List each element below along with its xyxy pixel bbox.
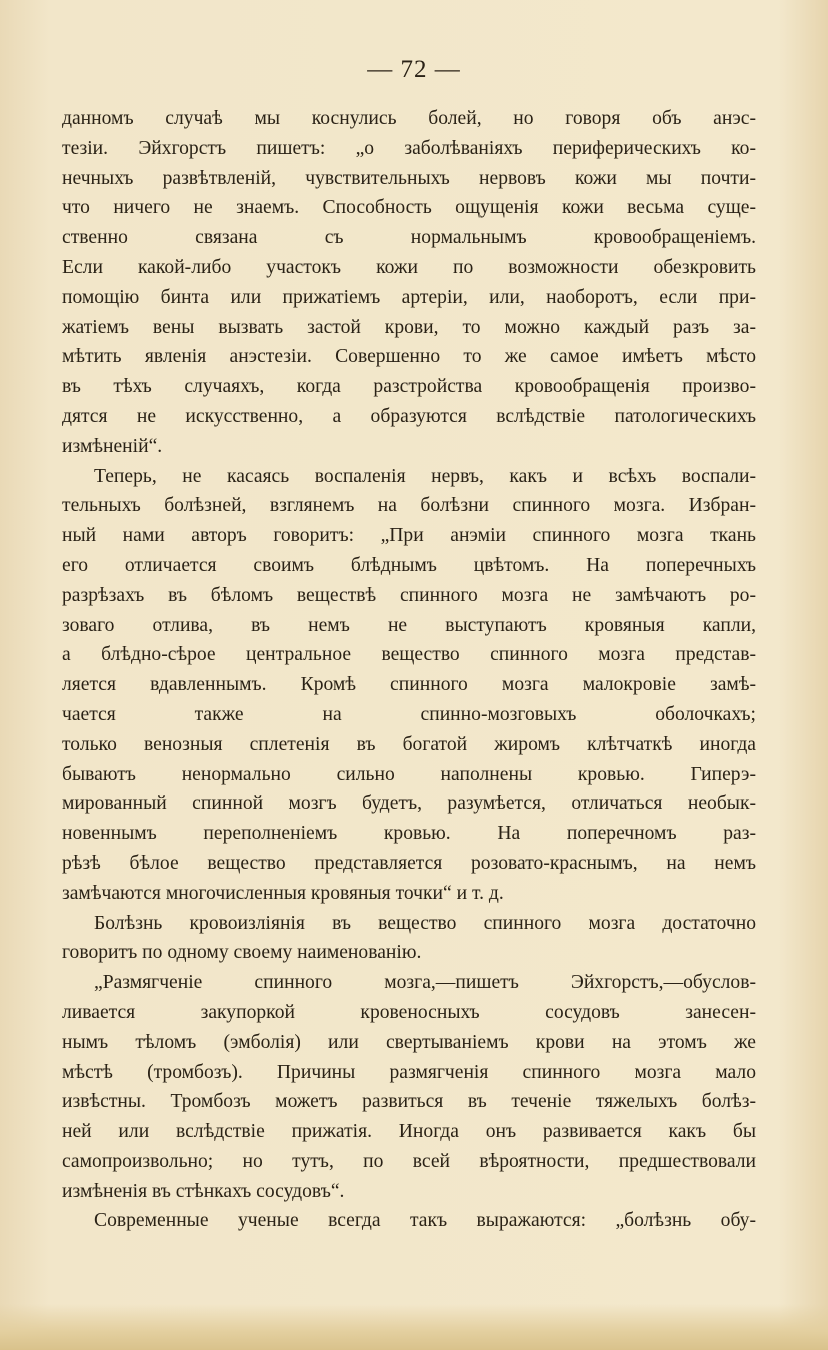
text-line: говоритъ по одному своему наименованію.: [62, 942, 422, 964]
text-line: нечныхъ развѣтвленій, чувствительныхъ нервовъ кожи мы почти-: [62, 167, 756, 189]
page-number: — 72 —: [367, 56, 461, 83]
text-line: что ничего не знаемъ. Способность ощущенія кожи весьма суще-: [62, 197, 756, 219]
text-line: замѣчаются многочисленныя кровяныя точки“ и т. д.: [62, 882, 504, 904]
text-line: помощію бинта или прижатіемъ артеріи, или, наоборотъ, если при-: [62, 286, 756, 308]
text-line: а блѣдно-сѣрое центральное вещество спинного мозга представ-: [62, 644, 756, 666]
text-line: рѣзѣ бѣлое вещество представляется розовато-краснымъ, на немъ: [62, 852, 756, 874]
text-line: ливается закупоркой кровеносныхъ сосудовъ занесен-: [62, 1001, 756, 1023]
text-line: зоваго отлива, въ немъ не выступаютъ кровяныя капли,: [62, 614, 756, 636]
text-line: мѣтить явленія анэстезіи. Совершенно то же самое имѣетъ мѣсто: [62, 346, 756, 368]
text-line: ней или вслѣдствіе прижатія. Иногда онъ развивается какъ бы: [62, 1121, 756, 1143]
text-line: „Размягченіе спинного мозга,—пишетъ Эйхгорстъ,—обуслов-: [94, 972, 756, 994]
text-line: данномъ случаѣ мы коснулись болей, но говоря объ анэс-: [62, 108, 756, 129]
text-line: ный нами авторъ говоритъ: „При анэміи спинного мозга ткань: [62, 525, 756, 547]
text-line: новеннымъ переполненіемъ кровью. На поперечномъ раз-: [62, 823, 756, 845]
text-line: разрѣзахъ въ бѣломъ веществѣ спинного мозга не замѣчаютъ ро-: [62, 584, 756, 606]
text-line: измѣненія въ стѣнкахъ сосудовъ“.: [62, 1180, 345, 1202]
text-line: бываютъ ненормально сильно наполнены кровью. Гиперэ-: [62, 763, 756, 785]
text-line: Современные ученые всегда такъ выражаются: „болѣзнь обу-: [94, 1210, 756, 1232]
text-line: въ тѣхъ случаяхъ, когда разстройства кровообращенія произво-: [62, 376, 756, 398]
text-line: нымъ тѣломъ (эмболія) или свертываніемъ крови на этомъ же: [62, 1031, 756, 1053]
text-line: дятся не искусственно, а образуются вслѣдствіе патологическихъ: [62, 405, 756, 427]
text-line: чается также на спинно-мозговыхъ оболочкахъ;: [62, 703, 756, 725]
text-line: тельныхъ болѣзней, взглянемъ на болѣзни спинного мозга. Избран-: [62, 495, 756, 517]
text-line: мированный спинной мозгъ будетъ, разумѣется, отличаться необык-: [62, 793, 756, 815]
text-line: Если какой-либо участокъ кожи по возможности обезкровить: [62, 256, 756, 278]
text-line: мѣстѣ (тромбозъ). Причины размягченія спинного мозга мало: [62, 1061, 756, 1083]
text-line: его отличается своимъ блѣднымъ цвѣтомъ. На поперечныхъ: [62, 554, 756, 576]
text-line: тезіи. Эйхгорстъ пишетъ: „о заболѣваніяхъ периферическихъ ко-: [62, 137, 756, 159]
text-line: самопроизвольно; но тутъ, по всей вѣроятности, предшествовали: [62, 1150, 756, 1172]
text-line: Теперь, не касаясь воспаленія нервъ, какъ и всѣхъ воспали-: [94, 465, 756, 487]
text-line: ляется вдавленнымъ. Кромѣ спинного мозга малокровіе замѣ-: [62, 674, 756, 696]
body-text: [62, 104, 756, 1236]
text-line: измѣненій“.: [62, 435, 163, 457]
text-line: жатіемъ вены вызвать застой крови, то можно каждый разъ за-: [62, 316, 756, 338]
text-line: Болѣзнь кровоизліянія въ вещество спинного мозга достаточно: [94, 912, 756, 934]
text-line: извѣстны. Тромбозъ можетъ развиться въ теченіе тяжелыхъ болѣз-: [62, 1091, 756, 1113]
text-line: только венозныя сплетенія въ богатой жиромъ клѣтчаткѣ иногда: [62, 733, 756, 755]
text-line: ственно связана съ нормальнымъ кровообращеніемъ.: [62, 227, 756, 249]
